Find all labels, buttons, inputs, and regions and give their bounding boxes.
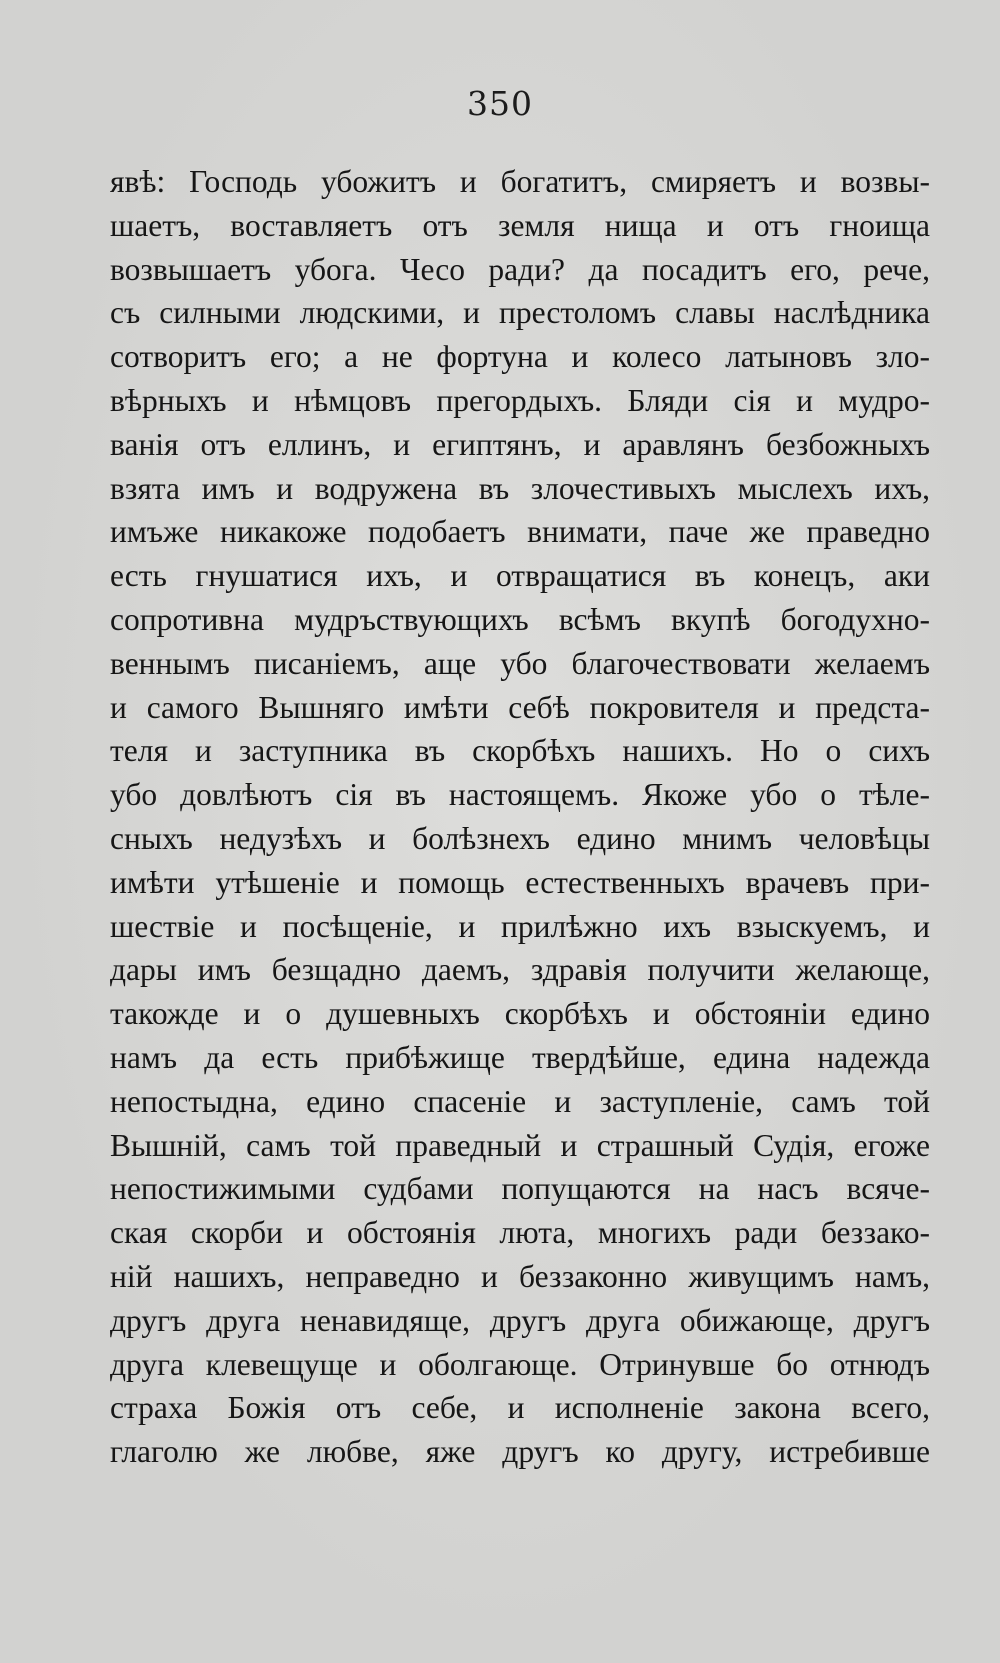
text-line: непостыдна, едино спасеніе и заступленіе, самъ той <box>110 1083 930 1119</box>
text-line: друга клевещуще и оболгающе. Отринувше бо отнюдъ <box>110 1346 930 1382</box>
text-line: ній нашихъ, неправедно и беззаконно живущимъ намъ, <box>110 1258 930 1294</box>
text-line: такожде и о душевныхъ скорбѣхъ и обстояніи едино <box>110 996 930 1032</box>
text-line: дары имъ безщадно даемъ, здравія получити желающе, <box>110 952 930 988</box>
text-line: взята имъ и водружена въ злочестивыхъ мыслехъ ихъ, <box>110 470 930 506</box>
text-line: убо довлѣютъ сія въ настоящемъ. Якоже убо о тѣле- <box>110 777 930 813</box>
body-text <box>110 160 930 1474</box>
text-line: теля и заступника въ скорбѣхъ нашихъ. Но о сихъ <box>110 733 930 769</box>
text-line: веннымъ писаніемъ, аще убо благочествовати желаемъ <box>110 645 930 681</box>
text-line: съ силными людскими, и престоломъ славы наслѣдника <box>110 295 930 331</box>
text-line: имѣти утѣшеніе и помощь естественныхъ врачевъ при- <box>110 864 930 900</box>
text-line: глаголю же любве, яже другъ ко другу, истребивше <box>110 1434 930 1470</box>
text-line: ванія отъ еллинъ, и египтянъ, и аравлянъ безбожныхъ <box>110 426 930 462</box>
text-line: и самого Вышняго имѣти себѣ покровителя и предста- <box>110 689 930 725</box>
text-line: есть гнушатися ихъ, и отвращатися въ конецъ, аки <box>110 558 930 594</box>
text-line: Вышній, самъ той праведный и страшный Судія, егоже <box>110 1127 930 1163</box>
text-line: имъже никакоже подобаетъ внимати, паче же праведно <box>110 514 930 550</box>
text-line: намъ да есть прибѣжище твердѣйше, едина надежда <box>110 1039 930 1075</box>
text-line: сныхъ недузѣхъ и болѣзнехъ едино мнимъ человѣцы <box>110 820 930 856</box>
text-line: сопротивна мудръствующихъ всѣмъ вкупѣ богодухно- <box>110 601 930 637</box>
text-line: другъ друга ненавидяще, другъ друга обижающе, другъ <box>110 1302 930 1338</box>
text-line: непостижимыми судбами попущаются на насъ всяче- <box>110 1171 930 1207</box>
text-line: шествіе и посѣщеніе, и прилѣжно ихъ взыскуемъ, и <box>110 908 930 944</box>
text-line: явѣ: Господь убожитъ и богатитъ, смиряетъ и возвы- <box>110 164 930 199</box>
text-line: страха Божія отъ себе, и исполненіе закона всего, <box>110 1390 930 1426</box>
text-line: возвышаетъ убога. Чесо ради? да посадитъ его, рече, <box>110 251 930 287</box>
text-line: вѣрныхъ и нѣмцовъ прегордыхъ. Бляди сія и мудро- <box>110 382 930 418</box>
text-line: ская скорби и обстоянія люта, многихъ ради беззако- <box>110 1215 930 1251</box>
text-line: шаетъ, воставляетъ отъ земля нища и отъ гноища <box>110 207 930 243</box>
page-number: 350 <box>467 84 533 123</box>
text-line: сотворитъ его; а не фортуна и колесо латыновъ зло- <box>110 339 930 375</box>
